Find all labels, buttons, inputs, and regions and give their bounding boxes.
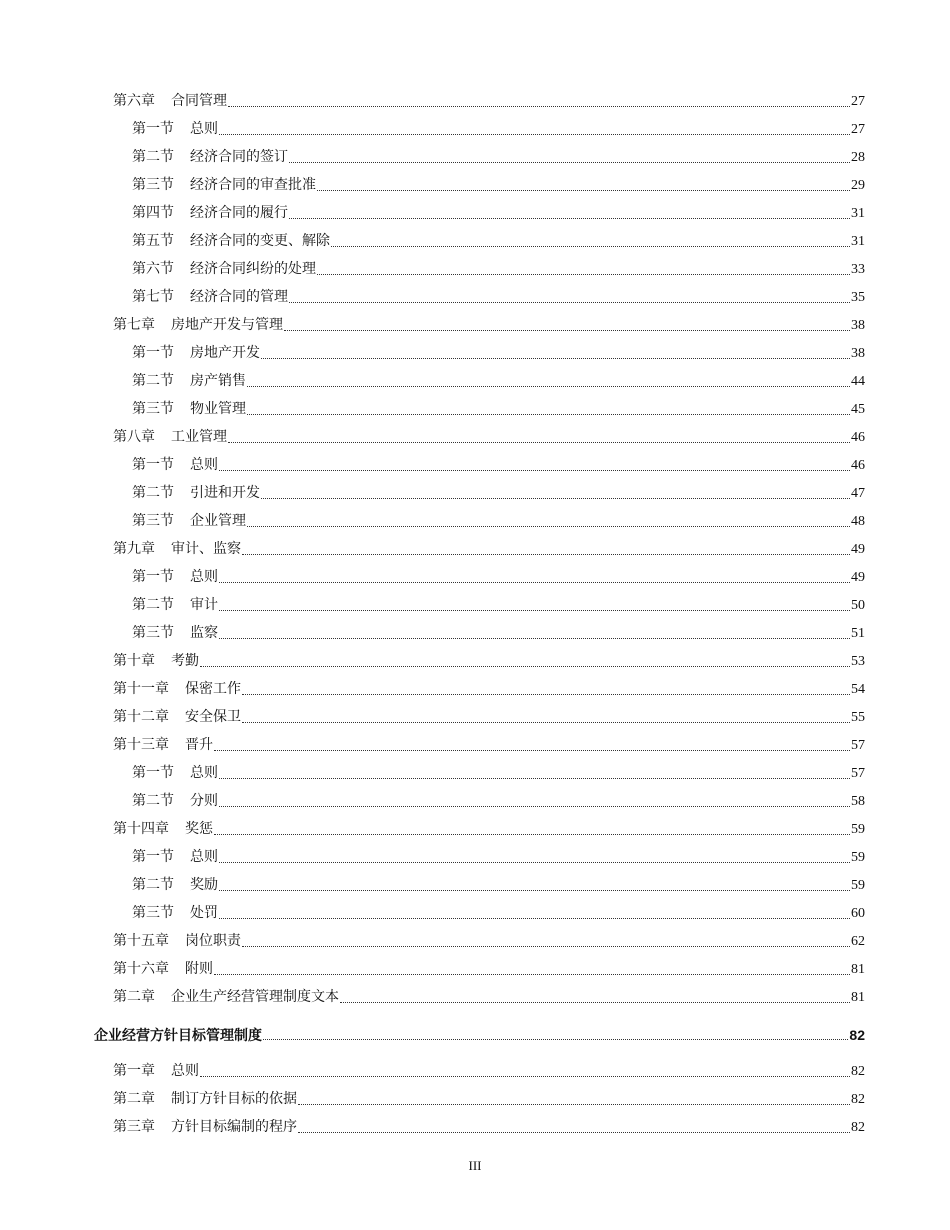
toc-entry-title: 审计: [190, 598, 218, 613]
toc-entry-label: 第二章: [113, 1092, 155, 1107]
toc-entry-title: 经济合同纠纷的处理: [190, 262, 316, 277]
toc-dot-leader: [261, 484, 850, 499]
toc-section-entry[interactable]: [0, 844, 950, 872]
toc-chapter-entry[interactable]: [0, 648, 950, 676]
toc-entry-label: 第十二章: [113, 710, 169, 725]
toc-chapter-entry[interactable]: [0, 676, 950, 704]
toc-entry-title: 经济合同的审查批准: [190, 178, 316, 193]
toc-section-entry[interactable]: [0, 256, 950, 284]
toc-entry-label: 第一节: [132, 122, 174, 137]
toc-dot-leader: [219, 624, 850, 639]
toc-page-number: 27: [851, 94, 865, 109]
toc-entry-label: 第十三章: [113, 738, 169, 753]
table-of-contents: [0, 88, 950, 1142]
toc-section-entry[interactable]: [0, 144, 950, 172]
toc-page-number: 59: [851, 878, 865, 893]
toc-chapter-entry[interactable]: [0, 88, 950, 116]
toc-dot-leader: [200, 652, 850, 667]
toc-dot-leader: [261, 344, 850, 359]
toc-dot-leader: [317, 260, 850, 275]
toc-page-number: 27: [851, 122, 865, 137]
toc-entry-label: 第二节: [132, 598, 174, 613]
toc-section-entry[interactable]: [0, 760, 950, 788]
toc-dot-leader: [214, 960, 850, 975]
toc-entry-label: 第十五章: [113, 934, 169, 949]
toc-dot-leader: [247, 372, 850, 387]
toc-dot-leader: [317, 176, 850, 191]
toc-dot-leader: [219, 848, 850, 863]
toc-page-number: 38: [851, 318, 865, 333]
toc-entry-title: 方针目标编制的程序: [171, 1120, 297, 1135]
toc-page-number: 57: [851, 738, 865, 753]
toc-dot-leader: [219, 764, 850, 779]
toc-page-number: 38: [851, 346, 865, 361]
toc-entry-label: 第九章: [113, 542, 155, 557]
toc-entry-label: 第三节: [132, 402, 174, 417]
toc-page-number: 31: [851, 234, 865, 249]
toc-dot-leader: [228, 428, 850, 443]
toc-chapter-entry[interactable]: [0, 312, 950, 340]
toc-entry-label: 第三节: [132, 626, 174, 641]
toc-chapter-entry[interactable]: [0, 536, 950, 564]
toc-dot-leader: [331, 232, 850, 247]
toc-chapter-entry[interactable]: [0, 984, 950, 1012]
toc-page-number: 54: [851, 682, 865, 697]
toc-chapter-entry[interactable]: [0, 956, 950, 984]
toc-entry-title: 物业管理: [190, 402, 246, 417]
toc-page-number: 59: [851, 850, 865, 865]
toc-page-number: 49: [851, 570, 865, 585]
toc-page-number: 51: [851, 626, 865, 641]
toc-dot-leader: [247, 512, 850, 527]
toc-entry-title: 总则: [190, 122, 218, 137]
toc-entry-label: 第二节: [132, 150, 174, 165]
toc-entry-title: 监察: [190, 626, 218, 641]
toc-page-number: 81: [851, 990, 865, 1005]
toc-entry-label: 第二节: [132, 486, 174, 501]
toc-entry-label: 第二节: [132, 878, 174, 893]
toc-entry-label: 第十六章: [113, 962, 169, 977]
toc-entry-title: 处罚: [190, 906, 218, 921]
toc-dot-leader: [228, 92, 850, 107]
toc-entry-title: 房地产开发: [190, 346, 260, 361]
toc-entry-title: 审计、监察: [171, 542, 241, 557]
toc-entry-title: 奖惩: [185, 822, 213, 837]
toc-dot-leader: [200, 1062, 850, 1077]
toc-section-entry[interactable]: [0, 340, 950, 368]
toc-entry-label: 第一节: [132, 850, 174, 865]
toc-page-number: 57: [851, 766, 865, 781]
toc-page-number: 82: [851, 1092, 865, 1107]
toc-entry-label: 第二章: [113, 990, 155, 1005]
toc-entry-label: 第二节: [132, 794, 174, 809]
toc-dot-leader: [219, 596, 850, 611]
toc-entry-title: 合同管理: [171, 94, 227, 109]
toc-entry-title: 总则: [171, 1064, 199, 1079]
toc-page-number: 45: [851, 402, 865, 417]
toc-dot-leader: [219, 456, 850, 471]
toc-page-number: 33: [851, 262, 865, 277]
toc-entry-label: 第十一章: [113, 682, 169, 697]
toc-page-number: 46: [851, 458, 865, 473]
toc-section-entry[interactable]: [0, 900, 950, 928]
toc-entry-title: 考勤: [171, 654, 199, 669]
toc-entry-title: 经济合同的签订: [190, 150, 288, 165]
toc-section-entry[interactable]: [0, 872, 950, 900]
toc-entry-label: 第三节: [132, 514, 174, 529]
toc-entry-title: 经济合同的履行: [190, 206, 288, 221]
toc-page-number: 48: [851, 514, 865, 529]
toc-chapter-entry[interactable]: [0, 704, 950, 732]
toc-page-number: 82: [851, 1120, 865, 1135]
toc-page-number: 44: [851, 374, 865, 389]
toc-entry-title: 企业经营方针目标管理制度: [94, 1027, 262, 1043]
toc-page-number: 29: [851, 178, 865, 193]
toc-section-heading[interactable]: [0, 1012, 950, 1058]
toc-section-entry[interactable]: [0, 228, 950, 256]
toc-section-entry[interactable]: [0, 564, 950, 592]
toc-chapter-entry[interactable]: [0, 928, 950, 956]
toc-dot-leader: [242, 680, 850, 695]
toc-section-entry[interactable]: [0, 592, 950, 620]
toc-section-entry[interactable]: [0, 368, 950, 396]
toc-section-entry[interactable]: [0, 200, 950, 228]
toc-entry-title: 总则: [190, 458, 218, 473]
toc-entry-title: 岗位职责: [185, 934, 241, 949]
toc-entry-label: 第八章: [113, 430, 155, 445]
page-number-footer: III: [468, 1158, 482, 1173]
toc-entry-label: 第十章: [113, 654, 155, 669]
toc-section-entry[interactable]: [0, 788, 950, 816]
toc-dot-leader: [219, 568, 850, 583]
toc-entry-label: 第七节: [132, 290, 174, 305]
toc-section-entry[interactable]: [0, 284, 950, 312]
toc-entry-label: 第一节: [132, 570, 174, 585]
toc-dot-leader: [340, 988, 850, 1003]
toc-page-number: 59: [851, 822, 865, 837]
toc-entry-title: 制订方针目标的依据: [171, 1092, 297, 1107]
toc-entry-label: 第一节: [132, 458, 174, 473]
toc-dot-leader: [219, 792, 850, 807]
toc-dot-leader: [219, 120, 850, 135]
toc-entry-label: 第一章: [113, 1064, 155, 1079]
toc-dot-leader: [289, 204, 850, 219]
toc-entry-title: 总则: [190, 850, 218, 865]
toc-entry-label: 第五节: [132, 234, 174, 249]
toc-entry-title: 经济合同的管理: [190, 290, 288, 305]
toc-entry-title: 晋升: [185, 738, 213, 753]
toc-entry-title: 企业生产经营管理制度文本: [171, 990, 339, 1005]
toc-dot-leader: [242, 932, 850, 947]
toc-page-number: 82: [851, 1064, 865, 1079]
toc-dot-leader: [289, 148, 850, 163]
toc-entry-label: 第三节: [132, 178, 174, 193]
toc-page-number: 81: [851, 962, 865, 977]
toc-chapter-entry[interactable]: [0, 732, 950, 760]
toc-entry-label: 第二节: [132, 374, 174, 389]
toc-entry-label: 第三章: [113, 1120, 155, 1135]
toc-section-entry[interactable]: [0, 396, 950, 424]
toc-section-entry[interactable]: [0, 452, 950, 480]
toc-page-number: 47: [851, 486, 865, 501]
toc-chapter-entry[interactable]: [0, 1114, 950, 1142]
toc-chapter-entry[interactable]: [0, 816, 950, 844]
toc-entry-title: 附则: [185, 962, 213, 977]
toc-entry-label: 第一节: [132, 346, 174, 361]
toc-chapter-entry[interactable]: [0, 1086, 950, 1114]
toc-section-entry[interactable]: [0, 620, 950, 648]
toc-dot-leader: [298, 1118, 850, 1133]
toc-entry-title: 总则: [190, 766, 218, 781]
toc-page-number: 49: [851, 542, 865, 557]
toc-dot-leader: [214, 820, 850, 835]
toc-page-number: 55: [851, 710, 865, 725]
toc-entry-title: 奖励: [190, 878, 218, 893]
toc-entry-label: 第一节: [132, 766, 174, 781]
toc-dot-leader: [242, 540, 850, 555]
toc-entry-title: 分则: [190, 794, 218, 809]
toc-section-entry[interactable]: [0, 480, 950, 508]
toc-entry-title: 安全保卫: [185, 710, 241, 725]
toc-page-number: 28: [851, 150, 865, 165]
toc-page-number: 50: [851, 598, 865, 613]
toc-section-entry[interactable]: [0, 116, 950, 144]
toc-section-entry[interactable]: [0, 172, 950, 200]
toc-section-entry[interactable]: [0, 508, 950, 536]
toc-page-number: 46: [851, 430, 865, 445]
toc-entry-title: 企业管理: [190, 514, 246, 529]
toc-entry-title: 房产销售: [190, 374, 246, 389]
toc-entry-label: 第十四章: [113, 822, 169, 837]
toc-page-number: 82: [849, 1027, 865, 1043]
toc-entry-title: 引进和开发: [190, 486, 260, 501]
toc-dot-leader: [247, 400, 850, 415]
toc-entry-title: 保密工作: [185, 682, 241, 697]
toc-chapter-entry[interactable]: [0, 424, 950, 452]
toc-page-number: 58: [851, 794, 865, 809]
toc-dot-leader: [219, 904, 850, 919]
toc-dot-leader: [219, 876, 850, 891]
toc-entry-label: 第七章: [113, 318, 155, 333]
toc-entry-label: 第四节: [132, 206, 174, 221]
toc-entry-title: 房地产开发与管理: [171, 318, 283, 333]
toc-entry-label: 第六章: [113, 94, 155, 109]
toc-entry-title: 经济合同的变更、解除: [190, 234, 330, 249]
toc-dot-leader: [263, 1025, 848, 1040]
toc-dot-leader: [284, 316, 850, 331]
toc-page-number: 62: [851, 934, 865, 949]
toc-page-number: 35: [851, 290, 865, 305]
toc-dot-leader: [298, 1090, 850, 1105]
toc-chapter-entry[interactable]: [0, 1058, 950, 1086]
toc-page-number: 31: [851, 206, 865, 221]
toc-entry-label: 第六节: [132, 262, 174, 277]
toc-page-number: 53: [851, 654, 865, 669]
toc-dot-leader: [214, 736, 850, 751]
toc-entry-label: 第三节: [132, 906, 174, 921]
toc-page-number: 60: [851, 906, 865, 921]
toc-entry-title: 工业管理: [171, 430, 227, 445]
toc-entry-title: 总则: [190, 570, 218, 585]
toc-dot-leader: [289, 288, 850, 303]
toc-dot-leader: [242, 708, 850, 723]
